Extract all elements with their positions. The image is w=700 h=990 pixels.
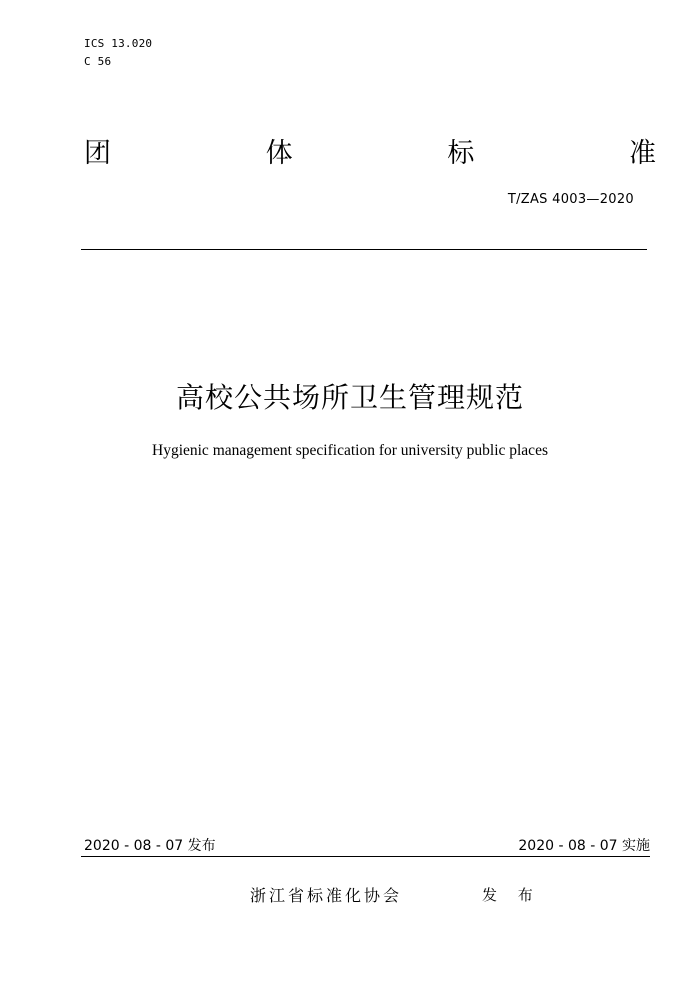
publisher-name: 浙江省标准化协会 [250, 886, 403, 905]
issue-date: 2020 - 08 - 07 发布 [84, 838, 216, 854]
standard-type-char-4: 准 [628, 138, 656, 169]
header-divider [81, 249, 647, 250]
standard-type-char-2: 体 [265, 138, 293, 169]
standard-number: T/ZAS 4003—2020 [507, 192, 634, 207]
standard-type-heading [84, 136, 656, 172]
english-title: Hygienic management specification for university public places [152, 442, 548, 459]
publish-label: 发 布 [482, 886, 541, 904]
standard-type-char-3: 标 [447, 138, 475, 169]
ccs-code: C 56 [84, 55, 112, 68]
footer-divider [81, 856, 650, 857]
implementation-date: 2020 - 08 - 07 实施 [518, 838, 650, 854]
ics-code: ICS 13.020 [84, 37, 153, 50]
chinese-title: 高校公共场所卫生管理规范 [175, 381, 524, 414]
standard-type-char-1: 团 [84, 138, 111, 169]
